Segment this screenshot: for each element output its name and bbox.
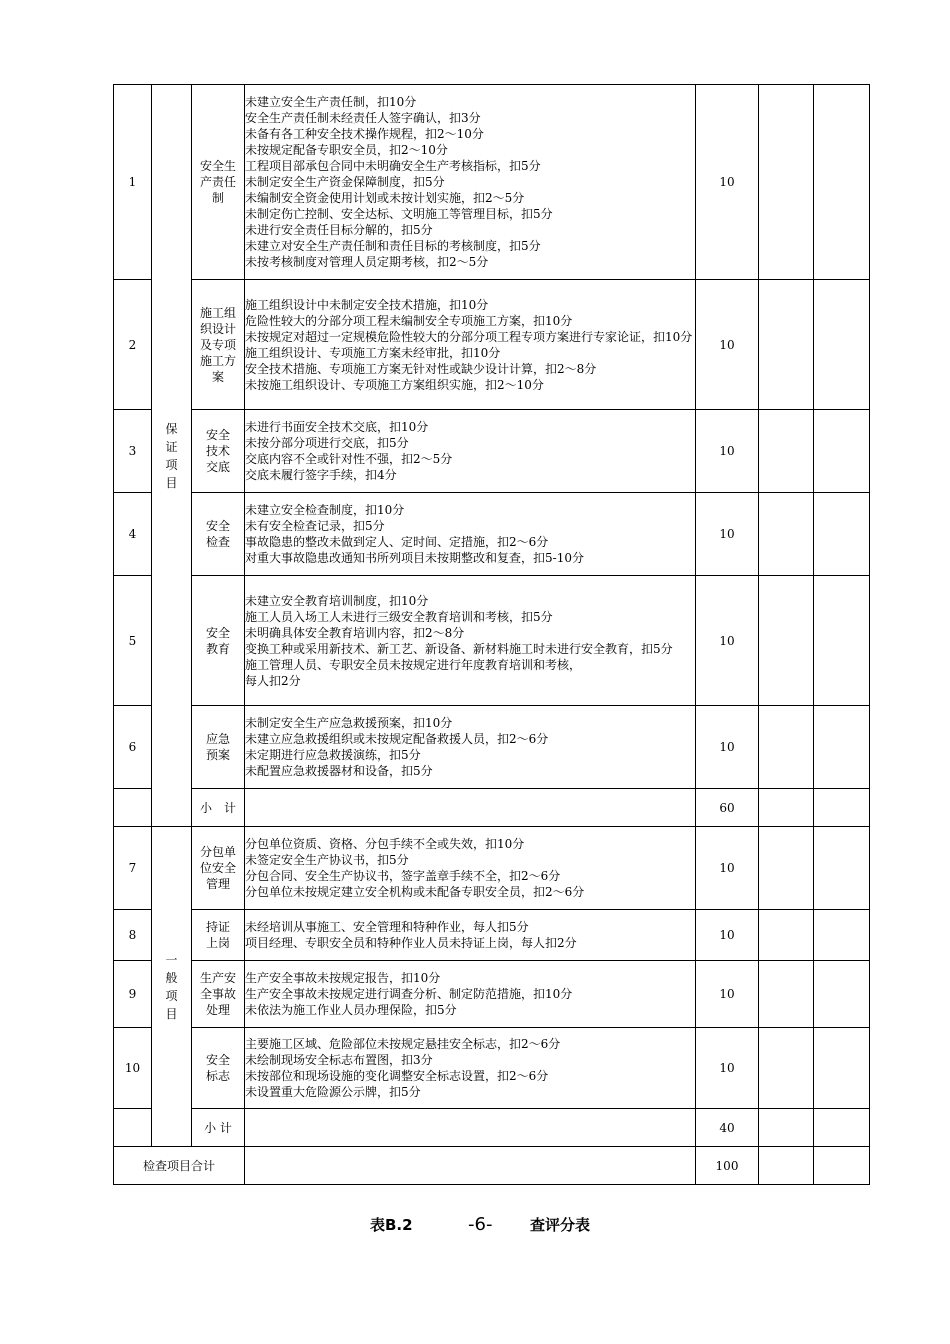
score-value: 10 [696, 280, 759, 410]
total-score: 100 [696, 1147, 759, 1185]
deduction-line: 未明确具体安全教育培训内容，扣2～8分 [245, 625, 465, 640]
deduction-line: 未按施工组织设计、专项施工方案组织实施，扣2～10分 [245, 377, 544, 392]
empty-cell [245, 1109, 696, 1147]
deduction-line: 未制定安全生产资金保障制度，扣5分 [245, 175, 445, 189]
deduction-cell [759, 280, 814, 410]
deduction-line: 未按规定配备专职安全员，扣2～10分 [245, 143, 448, 157]
deduction-line: 生产安全事故未按规定进行调查分析、制定防范措施，扣10分 [245, 987, 573, 1001]
inspection-table [113, 84, 870, 1185]
item-name: 施工组织设计及专项施工方案 [199, 305, 236, 384]
deduction-line: 每人扣2分 [245, 673, 301, 688]
subtotal-row [114, 1109, 870, 1147]
row-number: 5 [114, 576, 152, 706]
deduction-line: 交底未履行签字手续，扣4分 [245, 468, 397, 482]
item-name: 安全标志 [205, 1053, 230, 1083]
score-value: 10 [696, 85, 759, 280]
row-number: 3 [114, 410, 152, 493]
row-number: 7 [114, 827, 152, 910]
item-name: 安全技术交底 [205, 428, 230, 474]
deduction-line: 主要施工区域、危险部位未按规定悬挂安全标志，扣2～6分 [245, 1037, 561, 1051]
score-value: 10 [696, 410, 759, 493]
deduction-line: 分包单位未按规定建立安全机构或未配备专职安全员，扣2～6分 [245, 885, 585, 899]
deduction-line: 变换工种或采用新技术、新工艺、新设备、新材料施工时未进行安全教育，扣5分 [245, 641, 673, 656]
deduction-line: 未签定安全生产协议书，扣5分 [245, 853, 409, 867]
actual-score-cell [814, 1147, 870, 1185]
table-row [114, 961, 870, 1028]
actual-score-cell [814, 493, 870, 576]
score-value: 10 [696, 493, 759, 576]
row-number: 2 [114, 280, 152, 410]
deduction-cell [759, 410, 814, 493]
actual-score-cell [814, 1109, 870, 1147]
row-number: 6 [114, 706, 152, 789]
subtotal-score: 60 [696, 789, 759, 827]
deduction-line: 未设置重大危险源公示牌，扣5分 [245, 1085, 421, 1099]
deduction-standard [245, 85, 696, 280]
row-number: 1 [114, 85, 152, 280]
deduction-cell [759, 789, 814, 827]
actual-score-cell [814, 910, 870, 961]
subtotal-label: 小 计 [192, 1109, 245, 1147]
deduction-line: 未建立安全生产责任制，扣10分 [245, 95, 417, 109]
deduction-cell [759, 85, 814, 280]
category-general [152, 827, 192, 1147]
deduction-line: 未配置应急救援器材和设备，扣5分 [245, 764, 433, 778]
deduction-line: 未建立对安全生产责任制和责任目标的考核制度，扣5分 [245, 239, 541, 253]
actual-score-cell [814, 706, 870, 789]
deduction-line: 未按规定对超过一定规模危险性较大的分部分项工程专项方案进行专家论证，扣10分 [245, 329, 693, 344]
deduction-line: 施工组织设计、专项施工方案未经审批，扣10分 [245, 345, 501, 360]
subtotal-row [114, 789, 870, 827]
item-name: 安全生产责任制 [199, 159, 236, 205]
table-row [114, 493, 870, 576]
deduction-line: 生产安全事故未按规定报告，扣10分 [245, 971, 441, 985]
subtotal-label: 小 计 [192, 789, 245, 827]
actual-score-cell [814, 789, 870, 827]
empty-cell [114, 1109, 152, 1147]
deduction-line: 安全生产责任制未经责任人签字确认，扣3分 [245, 111, 481, 125]
table-row [114, 280, 870, 410]
subtotal-score: 40 [696, 1109, 759, 1147]
deduction-line: 工程项目部承包合同中未明确安全生产考核指标，扣5分 [245, 159, 541, 173]
deduction-standard [245, 576, 696, 706]
actual-score-cell [814, 280, 870, 410]
item-name: 生产安全事故处理 [199, 971, 236, 1017]
deduction-line: 施工管理人员、专职安全员未按规定进行年度教育培训和考核， [245, 657, 582, 672]
deduction-line: 未制定安全生产应急救援预案，扣10分 [245, 716, 453, 730]
deduction-line: 未建立应急救援组织或未按规定配备救援人员，扣2～6分 [245, 732, 549, 746]
deduction-line: 未按部位和现场设施的变化调整安全标志设置，扣2～6分 [245, 1069, 549, 1083]
deduction-line: 交底内容不全或针对性不强，扣2～5分 [245, 452, 453, 466]
table-row [114, 85, 870, 280]
deduction-line: 未编制安全资金使用计划或未按计划实施，扣2～5分 [245, 191, 525, 205]
category-guarantee [152, 85, 192, 827]
item-name: 应急预案 [205, 732, 230, 762]
actual-score-cell [814, 961, 870, 1028]
table-caption-suffix: 查评分表 [530, 1216, 591, 1234]
deduction-cell [759, 1147, 814, 1185]
page-footer [0, 1214, 950, 1238]
deduction-cell [759, 1109, 814, 1147]
table-row [114, 410, 870, 493]
total-label: 检查项目合计 [114, 1147, 245, 1185]
deduction-line: 未定期进行应急救援演练，扣5分 [245, 748, 421, 762]
deduction-line: 未经培训从事施工、安全管理和特种作业，每人扣5分 [245, 920, 529, 934]
deduction-line: 未进行书面安全技术交底，扣10分 [245, 420, 429, 434]
deduction-line: 未绘制现场安全标志布置图，扣3分 [245, 1053, 433, 1067]
deduction-line: 未按考核制度对管理人员定期考核，扣2～5分 [245, 255, 489, 269]
actual-score-cell [814, 1028, 870, 1109]
empty-cell [245, 789, 696, 827]
actual-score-cell [814, 410, 870, 493]
deduction-line: 危险性较大的分部分项工程未编制安全专项施工方案，扣10分 [245, 313, 573, 328]
deduction-standard [245, 1028, 696, 1109]
item-name: 持证上岗 [205, 920, 230, 950]
total-row [114, 1147, 870, 1185]
actual-score-cell [814, 85, 870, 280]
empty-cell [245, 1147, 696, 1185]
deduction-line: 未按分部分项进行交底，扣5分 [245, 436, 409, 450]
score-value: 10 [696, 827, 759, 910]
item-name: 安全教育 [205, 625, 230, 656]
score-value: 10 [696, 1028, 759, 1109]
deduction-line: 未备有各工种安全技术操作规程，扣2～10分 [245, 127, 484, 141]
deduction-line: 未有安全检查记录，扣5分 [245, 519, 385, 533]
deduction-line: 事故隐患的整改未做到定人、定时间、定措施，扣2～6分 [245, 535, 549, 549]
deduction-line: 未进行安全责任目标分解的，扣5分 [245, 223, 433, 237]
item-name: 安全检查 [205, 519, 230, 549]
deduction-standard [245, 280, 696, 410]
score-value: 10 [696, 961, 759, 1028]
deduction-line: 对重大事故隐患改通知书所列项目未按期整改和复查，扣5-10分 [245, 551, 584, 565]
table-row [114, 576, 870, 706]
table-row [114, 706, 870, 789]
deduction-line: 项目经理、专职安全员和特种作业人员未持证上岗，每人扣2分 [245, 936, 577, 950]
table-caption-prefix: 表B.2 [370, 1216, 413, 1234]
category-label: 一般项目 [165, 952, 178, 1021]
deduction-line: 分包单位资质、资格、分包手续不全或失效，扣10分 [245, 837, 525, 851]
table-row [114, 1028, 870, 1109]
deduction-cell [759, 576, 814, 706]
score-value: 10 [696, 576, 759, 706]
table-row [114, 827, 870, 910]
deduction-cell [759, 961, 814, 1028]
row-number: 9 [114, 961, 152, 1028]
item-name: 分包单位安全管理 [199, 845, 236, 891]
deduction-cell [759, 706, 814, 789]
deduction-standard [245, 706, 696, 789]
empty-cell [114, 789, 152, 827]
row-number: 4 [114, 493, 152, 576]
deduction-line: 施工组织设计中未制定安全技术措施，扣10分 [245, 297, 489, 312]
deduction-cell [759, 493, 814, 576]
deduction-line: 未建立安全检查制度，扣10分 [245, 503, 405, 517]
row-number: 8 [114, 910, 152, 961]
deduction-line: 安全技术措施、专项施工方案无针对性或缺少设计计算，扣2～8分 [245, 361, 597, 376]
deduction-cell [759, 827, 814, 910]
deduction-line: 未依法为施工作业人员办理保险，扣5分 [245, 1003, 457, 1017]
deduction-cell [759, 910, 814, 961]
deduction-cell [759, 1028, 814, 1109]
deduction-line: 分包合同、安全生产协议书，签字盖章手续不全，扣2～6分 [245, 869, 561, 883]
actual-score-cell [814, 576, 870, 706]
deduction-standard [245, 910, 696, 961]
score-value: 10 [696, 910, 759, 961]
deduction-standard [245, 961, 696, 1028]
table-row [114, 910, 870, 961]
category-label: 保证项目 [165, 421, 178, 490]
score-value: 10 [696, 706, 759, 789]
page-number: -6- [468, 1214, 493, 1235]
deduction-line: 未制定伤亡控制、安全达标、文明施工等管理目标，扣5分 [245, 207, 553, 221]
row-number: 10 [114, 1028, 152, 1109]
deduction-standard [245, 827, 696, 910]
deduction-line: 施工人员入场工人未进行三级安全教育培训和考核，扣5分 [245, 609, 553, 624]
deduction-standard [245, 493, 696, 576]
deduction-standard [245, 410, 696, 493]
deduction-line: 未建立安全教育培训制度，扣10分 [245, 593, 429, 608]
actual-score-cell [814, 827, 870, 910]
